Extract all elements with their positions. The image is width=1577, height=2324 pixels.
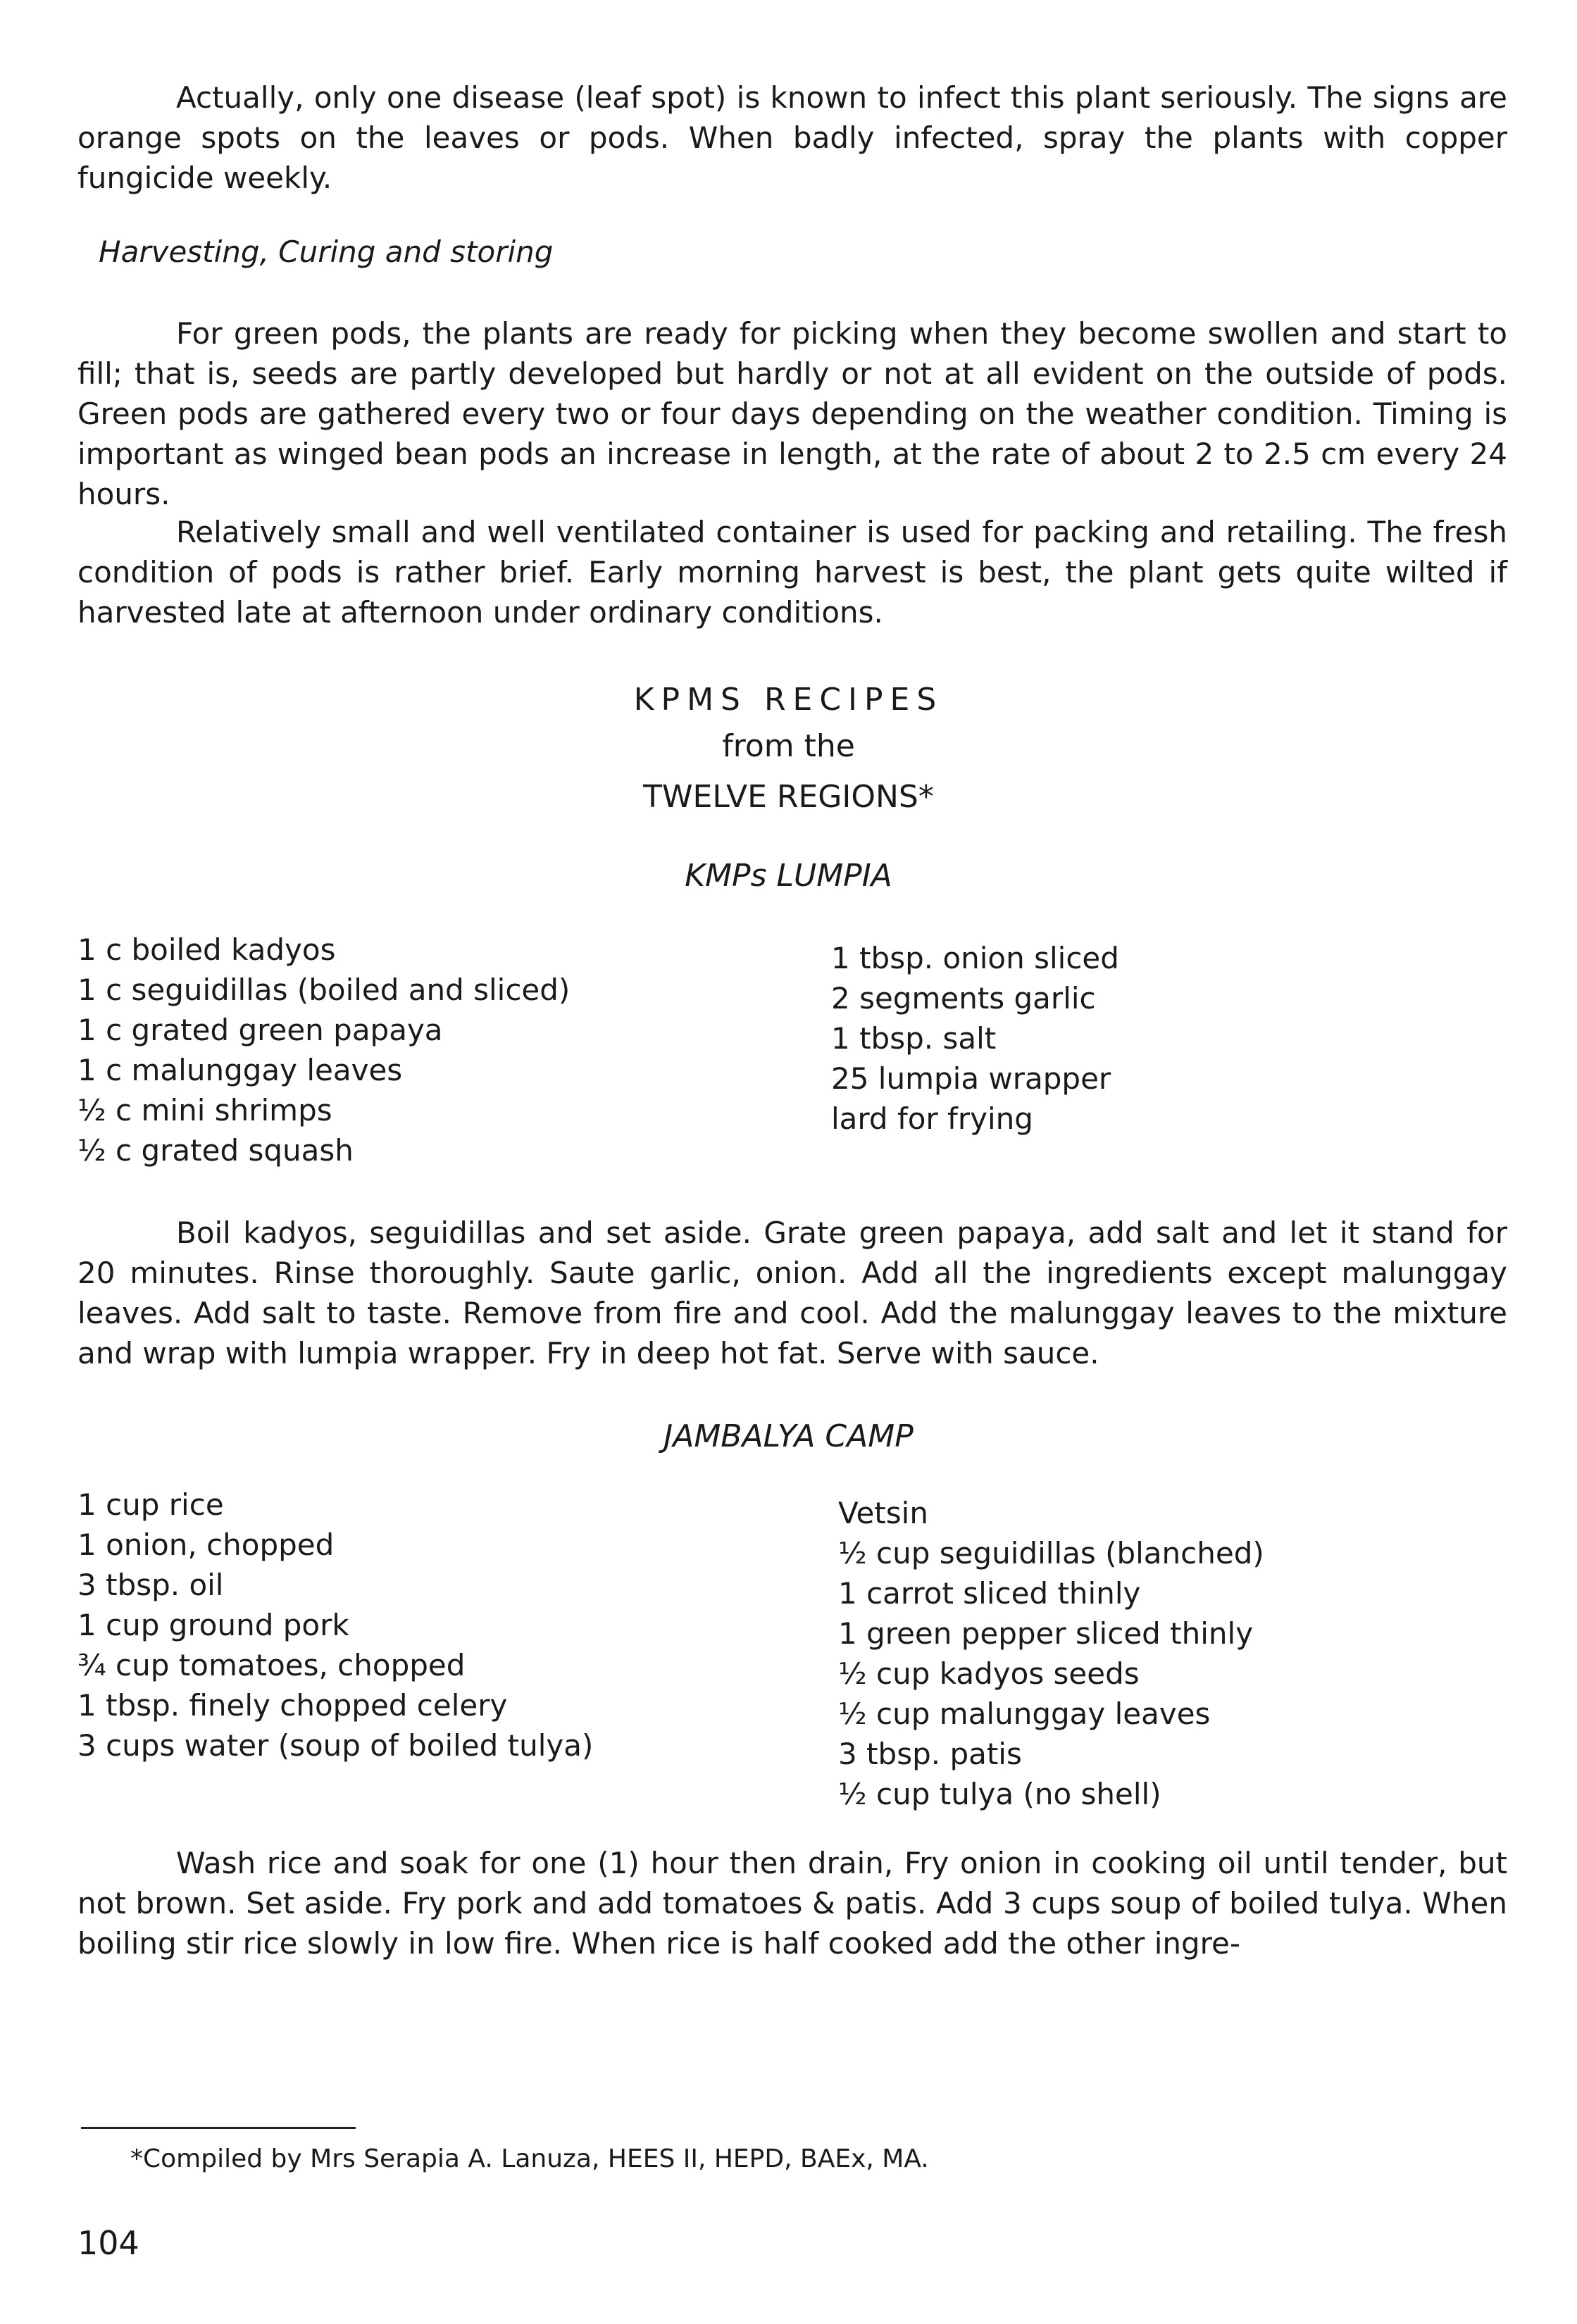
ingredient: ½ cup kadyos seeds (838, 1656, 1140, 1691)
harvest-paragraph-2: Relatively small and well ventilated container is used for packing and retailing. The fresh condition of pods is rather brief. Early morning harvest is best, the plant gets quite wilted if harvested late at afternoon under ordinary conditions. (77, 515, 1507, 630)
recipe-2-ingredients-right (838, 1493, 1264, 1814)
ingredient: 1 tbsp. onion sliced (831, 941, 1119, 975)
recipe-2-instructions: Wash rice and soak for one (1) hour then drain, Fry onion in cooking oil until tender, but not brown. Set aside. Fry pork and add tomatoes & patis. Add 3 cups soup of boiled tulya. When boiling stir rice slowly in low fire. When rice is half cooked add the other ingre- (77, 1846, 1507, 1961)
recipe-1-ingredients-right (831, 938, 1119, 1139)
ingredient: 1 tbsp. salt (831, 1021, 997, 1056)
ingredient: 1 tbsp. finely chopped celery (77, 1688, 508, 1723)
ingredient: 1 cup rice (77, 1487, 224, 1522)
recipe-2-title: JAMBALYA CAMP (663, 1418, 914, 1454)
ingredient: ½ cup malunggay leaves (838, 1697, 1211, 1731)
ingredient: ½ c mini shrimps (77, 1093, 332, 1127)
ingredient: 3 cups water (soup of boiled tulya) (77, 1728, 594, 1763)
ingredient: Vetsin (838, 1496, 928, 1530)
ingredient: 3 tbsp. patis (838, 1737, 1022, 1771)
ingredient: ½ c grated squash (77, 1133, 354, 1168)
recipes-regions: TWELVE REGIONS* (643, 779, 934, 815)
recipe-1-instructions: Boil kadyos, seguidillas and set aside. Grate green papaya, add salt and let it stand for 20 minutes. Rinse thoroughly. Saute garlic, onion. Add all the ingredients except malunggay leaves. Add salt to taste. Remove from fire and cool. Add the malunggay leaves to the mixture and wrap with lumpia wrapper. Fry in deep hot fat. Serve with sauce. (77, 1216, 1507, 1370)
recipe-1-title: KMPs LUMPIA (685, 858, 892, 894)
ingredient: 1 c grated green papaya (77, 1013, 443, 1047)
ingredient: 1 onion, chopped (77, 1528, 335, 1562)
page-number: 104 (77, 2224, 139, 2262)
harvest-heading: Harvesting, Curing and storing (99, 235, 554, 269)
ingredient: 1 cup ground pork (77, 1608, 349, 1642)
ingredient: 1 c seguidillas (boiled and sliced) (77, 973, 571, 1007)
harvest-paragraph-1: For green pods, the plants are ready for picking when they become swollen and start to fill; that is, seeds are partly developed but hardly or not at all evident on the outside of pods. Green pods are gathered every two or four days depending on the weather condition. Timing is important as winged bean pods an increase in length, at the rate of about 2 to 2.5 cm every 24 hours. (77, 316, 1507, 511)
recipes-from: from the (722, 728, 855, 764)
ingredient: lard for frying (831, 1101, 1033, 1136)
ingredient: 1 green pepper sliced thinly (838, 1616, 1254, 1651)
ingredient: 2 segments garlic (831, 981, 1096, 1016)
ingredient: 25 lumpia wrapper (831, 1061, 1111, 1096)
recipe-2-ingredients-left (77, 1485, 593, 1766)
intro-paragraph: Actually, only one disease (leaf spot) is known to infect this plant seriously. The signs are orange spots on the leaves or pods. When badly infected, spray the plants with copper fungicide weekly. (77, 80, 1507, 195)
ingredient: ¾ cup tomatoes, chopped (77, 1648, 466, 1682)
recipe-1-ingredients-left (77, 930, 570, 1170)
footnote: *Compiled by Mrs Serapia A. Lanuza, HEES II, HEPD, BAEx, MA. (130, 2144, 929, 2173)
ingredient: ½ cup seguidillas (blanched) (838, 1536, 1264, 1570)
recipes-title: KPMS RECIPES (633, 682, 944, 718)
ingredient: 3 tbsp. oil (77, 1568, 224, 1602)
ingredient: 1 carrot sliced thinly (838, 1576, 1141, 1611)
ingredient: ½ cup tulya (no shell) (838, 1777, 1161, 1811)
ingredient: 1 c boiled kadyos (77, 932, 336, 967)
footnote-divider (81, 2127, 356, 2129)
ingredient: 1 c malunggay leaves (77, 1053, 403, 1087)
